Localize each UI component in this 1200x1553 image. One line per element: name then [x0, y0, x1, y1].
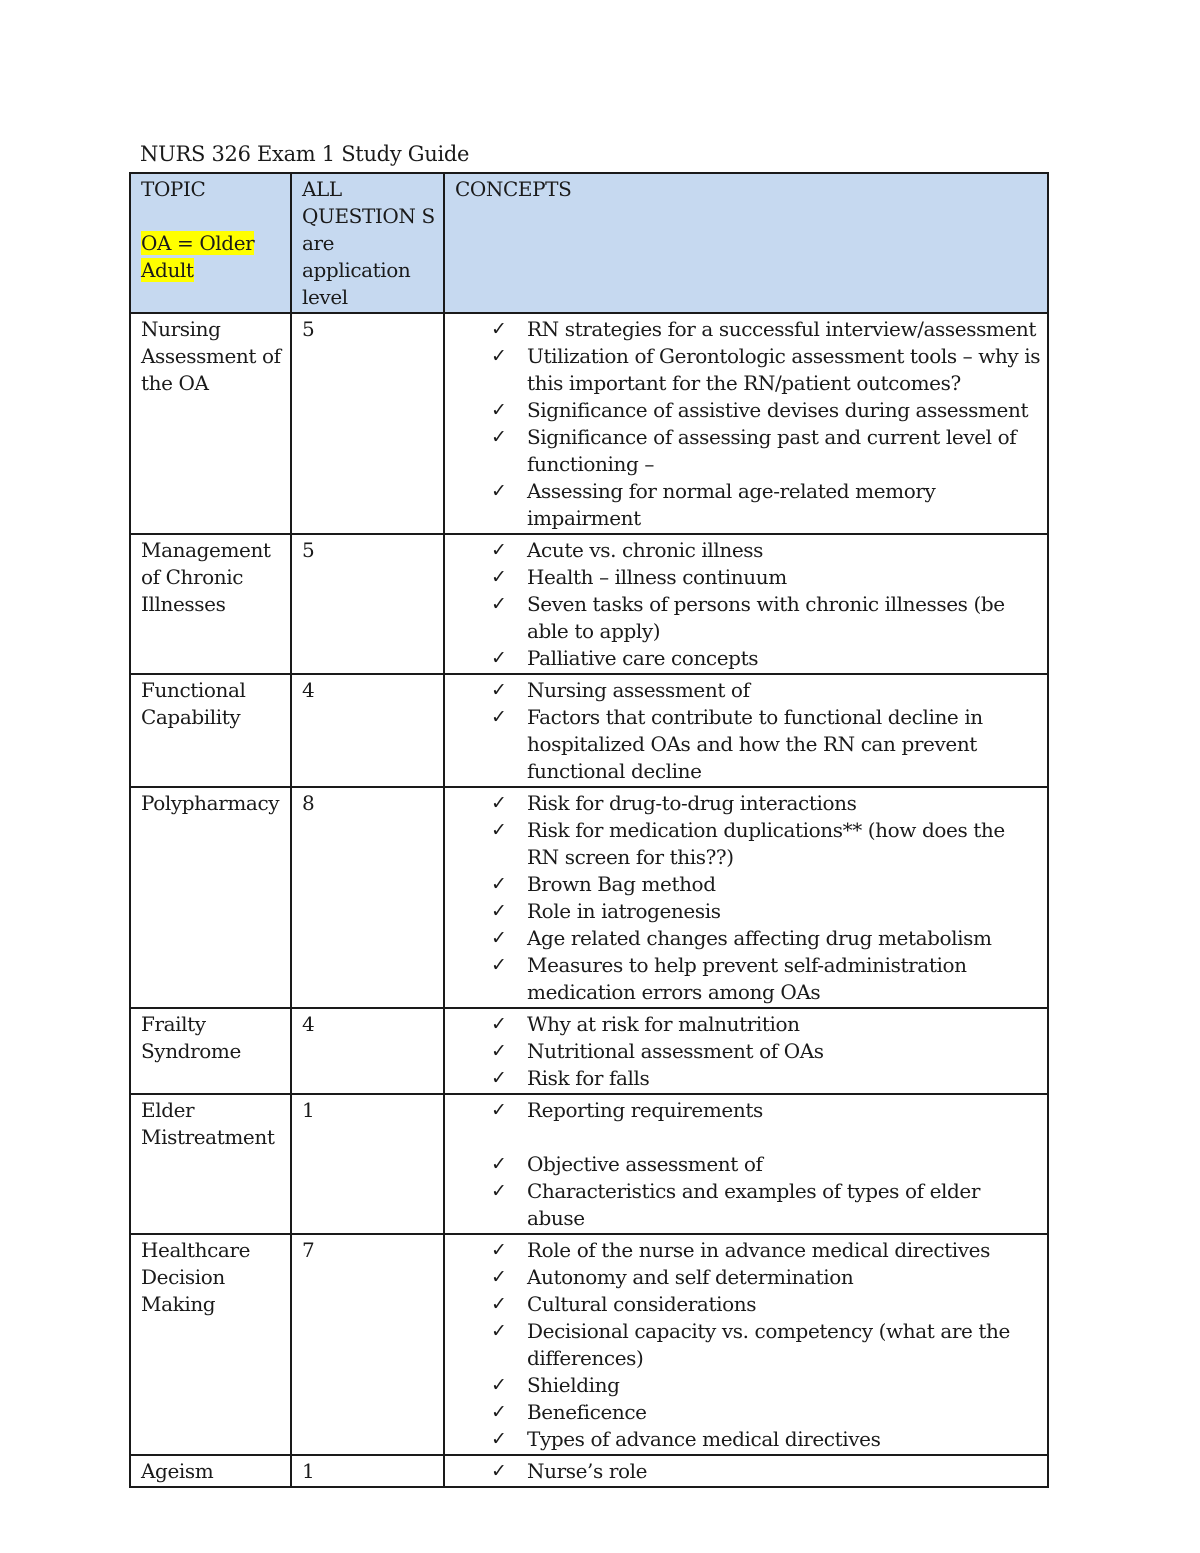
list-item: ✓ Nursing assessment of — [491, 678, 750, 702]
topic-cell: Elder Mistreatment — [130, 1094, 291, 1234]
table-row — [130, 787, 1048, 1008]
list-item: ✓ Role of the nurse in advance medical directives — [491, 1238, 990, 1262]
list-item: ✓ Beneficence — [491, 1400, 647, 1424]
list-item: ✓ Measures to help prevent self-administration medication errors among OAs — [491, 953, 967, 1004]
older-adult-abbreviation-note: OA = Older Adult — [141, 231, 255, 282]
checkmark-icon: ✓ — [491, 706, 507, 728]
question-count-cell: 4 — [291, 674, 444, 787]
list-item: ✓ Risk for medication duplications** (how does the RN screen for this??) — [491, 818, 1005, 869]
checkmark-icon: ✓ — [491, 480, 507, 502]
list-item: ✓ Age related changes affecting drug metabolism — [491, 926, 992, 950]
topic-cell: Functional Capability — [130, 674, 291, 787]
list-item: ✓ Assessing for normal age-related memory impairment — [491, 479, 936, 530]
document-title: NURS 326 Exam 1 Study Guide — [140, 142, 470, 166]
checkmark-icon: ✓ — [491, 1013, 507, 1035]
checkmark-icon: ✓ — [491, 1401, 507, 1423]
question-count-cell: 4 — [291, 1008, 444, 1094]
concepts-cell — [444, 1008, 1048, 1094]
checkmark-icon: ✓ — [491, 1428, 507, 1450]
checkmark-icon: ✓ — [491, 647, 507, 669]
list-item: ✓ Significance of assessing past and current level of functioning – — [491, 425, 1017, 476]
list-item: ✓ Cultural considerations — [491, 1292, 757, 1316]
topic-cell: Healthcare Decision Making — [130, 1234, 291, 1455]
checkmark-icon: ✓ — [491, 873, 507, 895]
list-item: ✓ Utilization of Gerontologic assessment tools – why is this important for the RN/patient outcomes? — [491, 344, 1041, 395]
checkmark-icon: ✓ — [491, 345, 507, 367]
checkmark-icon: ✓ — [491, 1320, 507, 1342]
checkmark-icon: ✓ — [491, 593, 507, 615]
topic-cell: Frailty Syndrome — [130, 1008, 291, 1094]
question-count-cell: 7 — [291, 1234, 444, 1455]
list-item: ✓ Types of advance medical directives — [491, 1427, 881, 1451]
list-item: ✓ Health – illness continuum — [491, 565, 787, 589]
header-questions-cell — [291, 173, 444, 313]
checkmark-icon: ✓ — [491, 679, 507, 701]
checkmark-icon: ✓ — [491, 539, 507, 561]
checkmark-icon: ✓ — [491, 954, 507, 976]
list-item: ✓ Significance of assistive devises during assessment — [491, 398, 1029, 422]
concepts-cell — [444, 674, 1048, 787]
list-item: ✓ Risk for falls — [491, 1066, 650, 1090]
checkmark-icon: ✓ — [491, 1460, 507, 1482]
checkmark-icon: ✓ — [491, 1099, 507, 1121]
checkmark-icon: ✓ — [491, 1266, 507, 1288]
header-concepts-label: CONCEPTS — [455, 177, 572, 201]
table-row — [130, 534, 1048, 674]
question-count-cell: 8 — [291, 787, 444, 1008]
topic-cell: Management of Chronic Illnesses — [130, 534, 291, 674]
header-topic-cell — [130, 173, 291, 313]
table-row — [130, 1234, 1048, 1455]
list-item: ✓ Nutritional assessment of OAs — [491, 1039, 824, 1063]
checkmark-icon: ✓ — [491, 1040, 507, 1062]
concepts-cell — [444, 313, 1048, 534]
list-item: ✓ Objective assessment of — [491, 1152, 763, 1176]
list-item: ✓ Why at risk for malnutrition — [491, 1012, 800, 1036]
topic-cell: Polypharmacy — [130, 787, 291, 1008]
topic-cell: Nursing Assessment of the OA — [130, 313, 291, 534]
list-item: ✓ Nurse’s role — [491, 1459, 648, 1483]
header-questions-label: ALL QUESTION S are application level — [302, 177, 435, 309]
checkmark-icon: ✓ — [491, 1180, 507, 1202]
topic-cell: Ageism — [130, 1455, 291, 1487]
concepts-cell — [444, 1094, 1048, 1234]
header-topic-label: TOPIC — [141, 177, 206, 201]
checkmark-icon: ✓ — [491, 399, 507, 421]
study-guide-table — [129, 172, 1049, 1488]
list-item: ✓ Decisional capacity vs. competency (what are the differences) — [491, 1319, 1010, 1370]
list-item: ✓ Brown Bag method — [491, 872, 716, 896]
table-row — [130, 674, 1048, 787]
checkmark-icon: ✓ — [491, 1239, 507, 1261]
checkmark-icon: ✓ — [491, 900, 507, 922]
list-item: ✓ Role in iatrogenesis — [491, 899, 721, 923]
list-item: ✓ Palliative care concepts — [491, 646, 759, 670]
list-item: ✓ Reporting requirements — [491, 1098, 763, 1122]
question-count-cell: 1 — [291, 1455, 444, 1487]
question-count-cell: 5 — [291, 534, 444, 674]
list-item: ✓ Risk for drug-to-drug interactions — [491, 791, 857, 815]
concepts-cell — [444, 1455, 1048, 1487]
checkmark-icon: ✓ — [491, 426, 507, 448]
checkmark-icon: ✓ — [491, 819, 507, 841]
checkmark-icon: ✓ — [491, 1374, 507, 1396]
table-header-row — [130, 173, 1048, 313]
table-row — [130, 1008, 1048, 1094]
list-item: ✓ Acute vs. chronic illness — [491, 538, 763, 562]
list-item: ✓ Characteristics and examples of types of elder abuse — [491, 1179, 980, 1230]
list-item: ✓ Seven tasks of persons with chronic illnesses (be able to apply) — [491, 592, 1005, 643]
checkmark-icon: ✓ — [491, 1067, 507, 1089]
table-row — [130, 313, 1048, 534]
checkmark-icon: ✓ — [491, 566, 507, 588]
list-item: ✓ Autonomy and self determination — [491, 1265, 854, 1289]
list-item: ✓ RN strategies for a successful interview/assessment — [491, 317, 1037, 341]
checkmark-icon: ✓ — [491, 927, 507, 949]
checkmark-icon: ✓ — [491, 1293, 507, 1315]
list-item: ✓ Shielding — [491, 1373, 620, 1397]
table-row — [130, 1094, 1048, 1234]
checkmark-icon: ✓ — [491, 1153, 507, 1175]
concepts-cell — [444, 1234, 1048, 1455]
table-row — [130, 1455, 1048, 1487]
checkmark-icon: ✓ — [491, 792, 507, 814]
question-count-cell: 5 — [291, 313, 444, 534]
concepts-cell — [444, 534, 1048, 674]
concepts-cell — [444, 787, 1048, 1008]
list-item: ✓ Factors that contribute to functional decline in hospitalized OAs and how the RN can prevent functional decline — [491, 705, 983, 783]
header-concepts-cell — [444, 173, 1048, 313]
checkmark-icon: ✓ — [491, 318, 507, 340]
question-count-cell: 1 — [291, 1094, 444, 1234]
